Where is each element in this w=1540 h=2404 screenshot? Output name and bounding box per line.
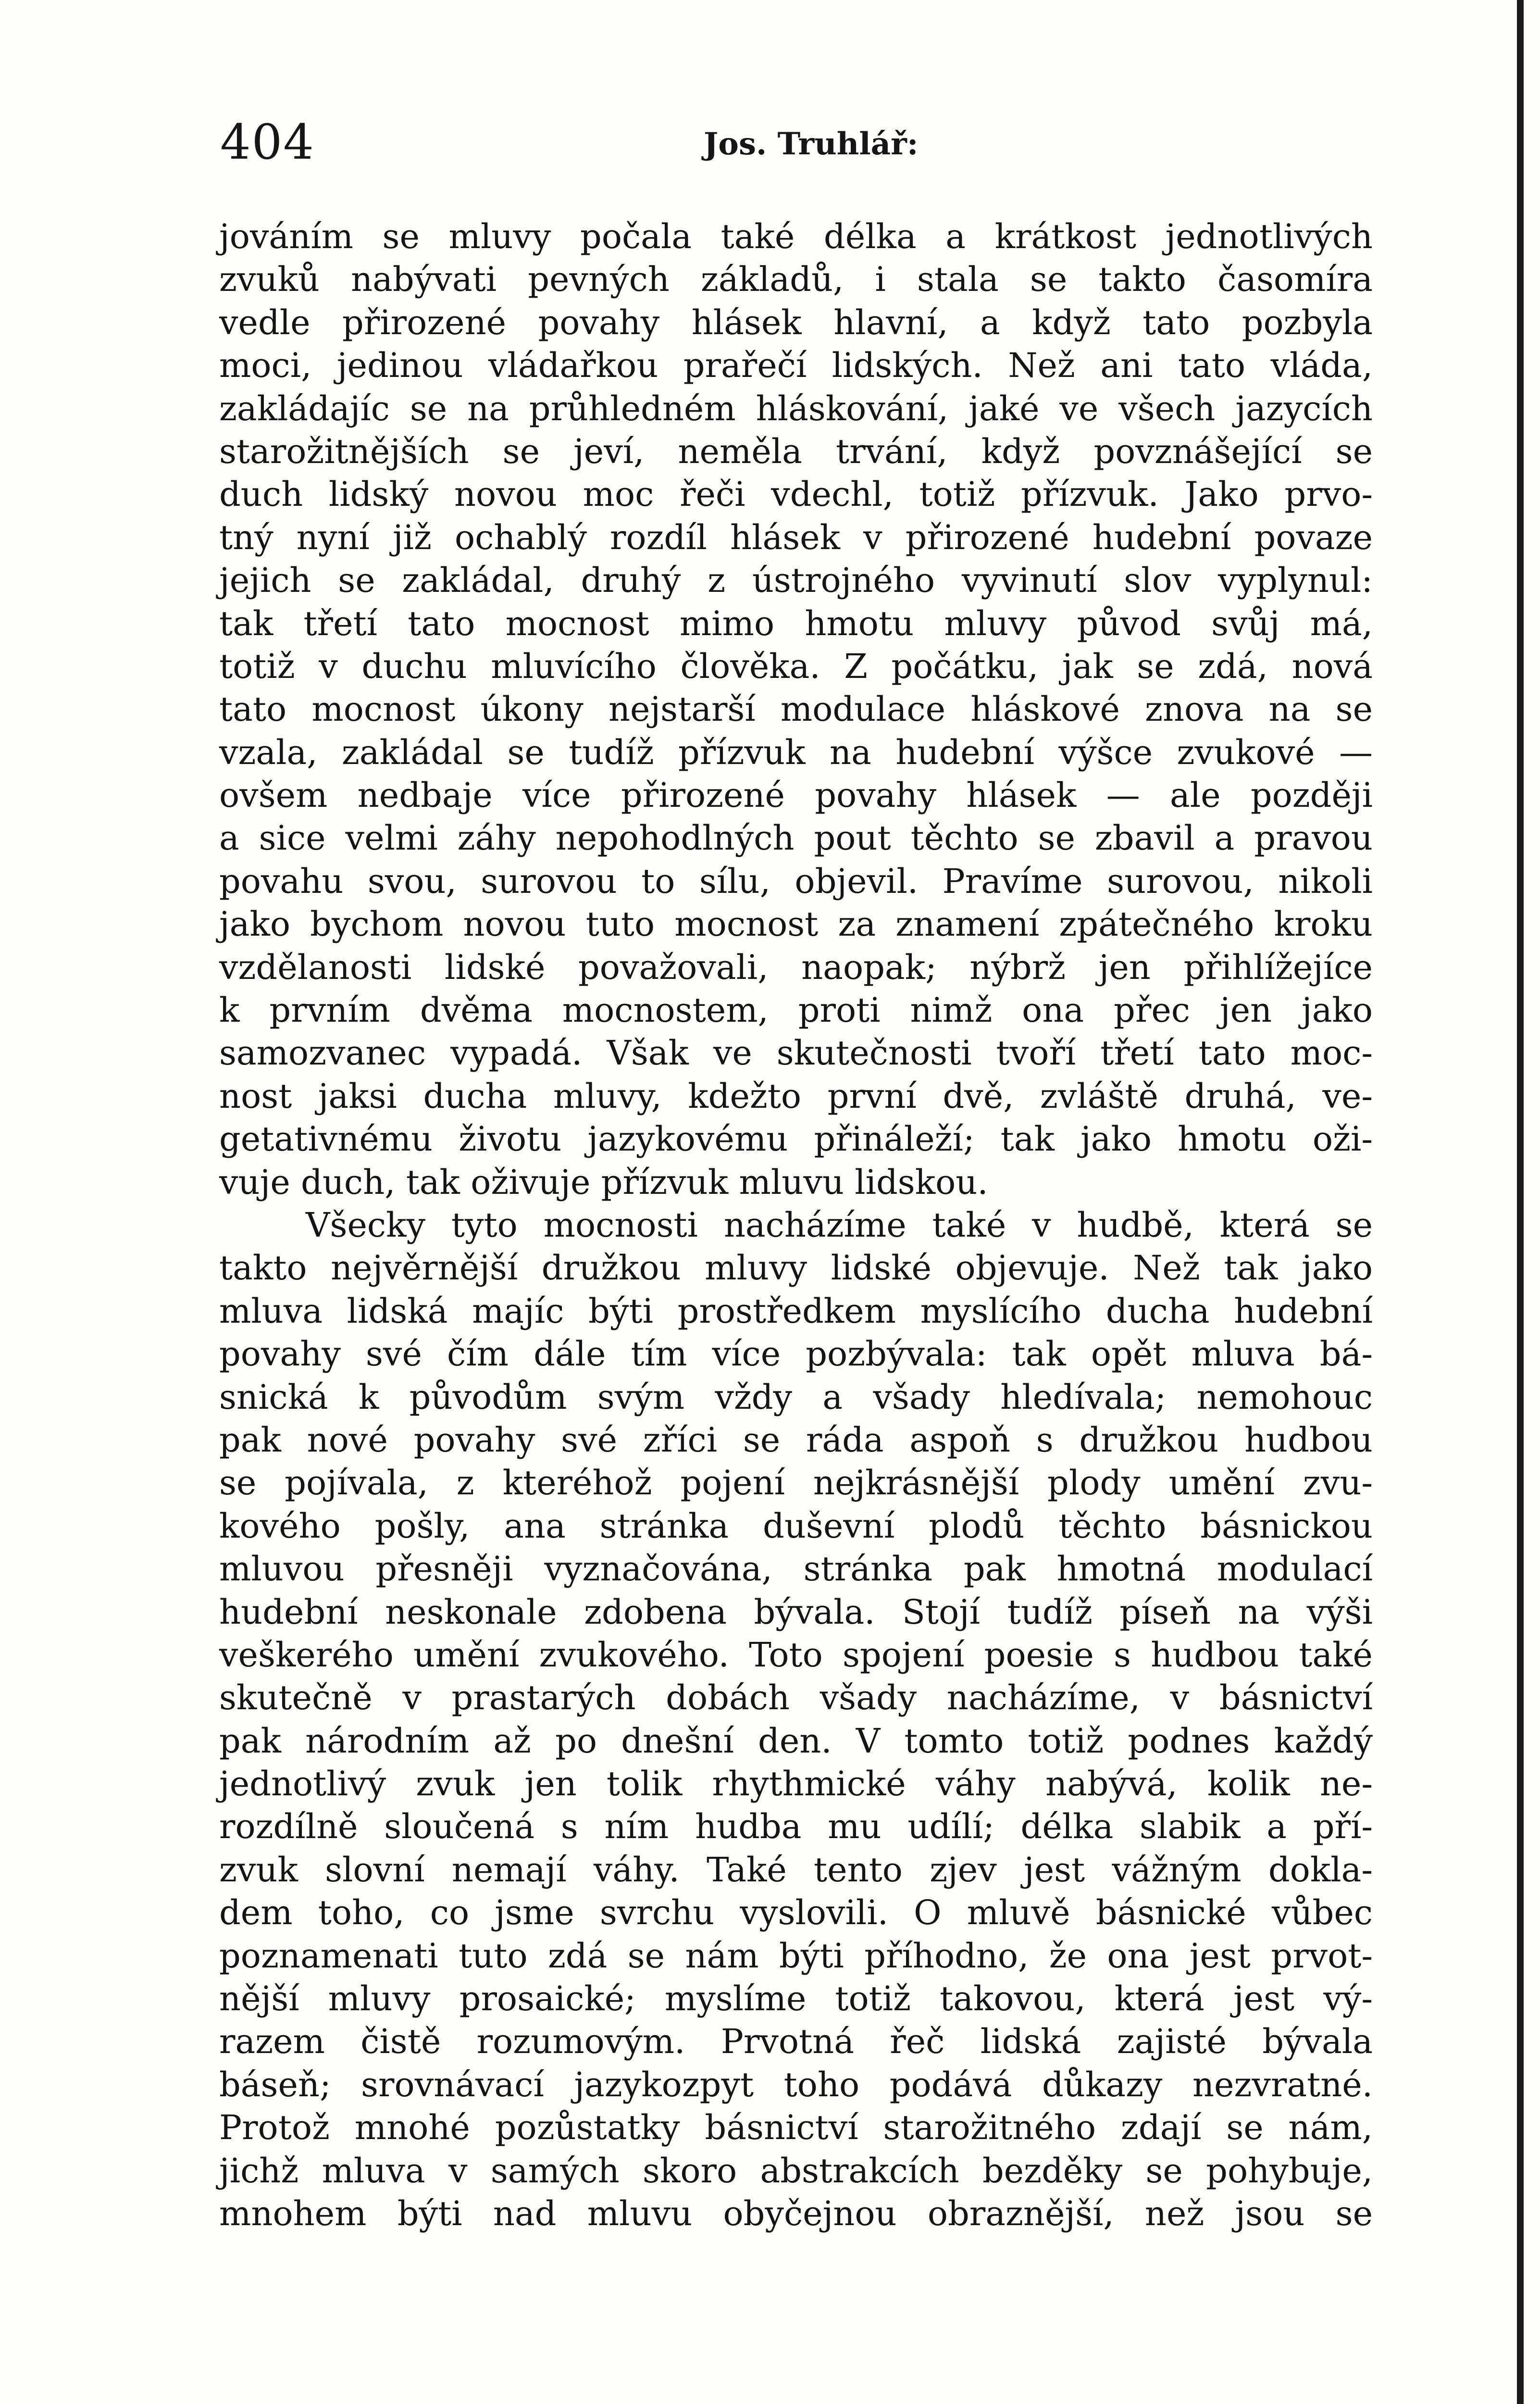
text-line: poznamenati tuto zdá se nám býti příhodno, že ona jest prvot- — [219, 1936, 1373, 1976]
text-line: veškerého umění zvukového. Toto spojení poesie s hudbou také — [219, 1635, 1373, 1675]
text-line: pak národním až po dnešní den. V tomto totiž podnes každý — [219, 1721, 1373, 1761]
text-line: povahy své čím dále tím více pozbývala: tak opět mluva bá- — [219, 1334, 1373, 1374]
text-line: jako bychom novou tuto mocnost za znamení zpátečného kroku — [219, 904, 1373, 944]
text-line: jednotlivý zvuk jen tolik rhythmické váhy nabývá, kolik ne- — [219, 1764, 1373, 1804]
text-line: mnohem býti nad mluvu obyčejnou obraznější, než jsou se — [219, 2193, 1373, 2233]
text-line: jichž mluva v samých skoro abstrakcích bezděky se pohybuje, — [219, 2151, 1373, 2191]
text-line: se pojívala, z kteréhož pojení nejkrásnější plody umění zvu- — [219, 1463, 1373, 1503]
text-line: moci, jedinou vládařkou prařečí lidských. Než ani tato vláda, — [219, 346, 1373, 386]
text-line: skutečně v prastarých dobách všady nacházíme, v básnictví — [219, 1678, 1373, 1718]
text-line: totiž v duchu mluvícího člověka. Z počátku, jak se zdá, nová — [219, 646, 1373, 686]
text-line: duch lidský novou moc řeči vdechl, totiž přízvuk. Jako prvo- — [219, 475, 1373, 514]
text-line: kového pošly, ana stránka duševní plodů těchto básnickou — [219, 1506, 1373, 1546]
text-line: ovšem nedbaje více přirozené povahy hlásek — ale později — [219, 776, 1373, 815]
text-line: samozvanec vypadá. Však ve skutečnosti tvoří třetí tato moc- — [219, 1033, 1373, 1073]
body-text — [219, 215, 1373, 2235]
text-line: báseň; srovnávací jazykozpyt toho podává důkazy nezvratné. — [219, 2065, 1373, 2104]
text-line: takto nejvěrnější družkou mluvy lidské objevuje. Než tak jako — [219, 1248, 1373, 1288]
text-line: rozdílně sloučená s ním hudba mu udílí; délka slabik a pří- — [219, 1807, 1373, 1847]
text-line: jejich se zakládal, druhý z ústrojného vyvinutí slov vyplynul: — [219, 561, 1373, 601]
text-line: mluvou přesněji vyznačována, stránka pak hmotná modulací — [219, 1549, 1373, 1589]
text-line: nost jaksi ducha mluvy, kdežto první dvě, zvláště druhá, ve- — [219, 1076, 1373, 1116]
text-line: vuje duch, tak oživuje přízvuk mluvu lidskou. — [219, 1162, 988, 1202]
text-line: jováním se mluvy počala také délka a krátkost jednotlivých — [219, 217, 1373, 256]
text-line: snická k původům svým vždy a všady hledívala; nemohouc — [219, 1377, 1373, 1417]
text-line: nější mluvy prosaické; myslíme totiž takovou, která jest vý- — [219, 1979, 1373, 2019]
text-line: vzdělanosti lidské považovali, naopak; nýbrž jen přihlížejíce — [219, 947, 1373, 987]
text-line: starožitnějších se jeví, neměla trvání, když povznášející se — [219, 431, 1373, 471]
text-line: tný nyní již ochablý rozdíl hlásek v přirozené hudební povaze — [219, 517, 1373, 557]
text-line: tak třetí tato mocnost mimo hmotu mluvy původ svůj má, — [219, 603, 1373, 643]
text-line: mluva lidská majíc býti prostředkem myslícího ducha hudební — [219, 1291, 1373, 1331]
running-head-author: Jos. Truhlář: — [704, 126, 919, 162]
text-line: vedle přirozené povahy hlásek hlavní, a když tato pozbyla — [219, 302, 1373, 342]
text-line: k prvním dvěma mocnostem, proti nimž ona přec jen jako — [219, 990, 1373, 1030]
scan-edge-line — [1517, 0, 1524, 2404]
text-line: pak nové povahy své zříci se ráda aspoň s družkou hudbou — [219, 1420, 1373, 1460]
text-line: Protož mnohé pozůstatky básnictví starožitného zdají se nám, — [219, 2108, 1373, 2148]
running-head — [220, 113, 1374, 171]
text-line: a sice velmi záhy nepohodlných pout těchto se zbavil a pravou — [219, 818, 1373, 858]
text-line: zvuk slovní nemají váhy. Také tento zjev jest vážným dokla- — [219, 1850, 1373, 1890]
text-line: razem čistě rozumovým. Prvotná řeč lidská zajisté bývala — [219, 2022, 1373, 2062]
text-line: dem toho, co jsme svrchu vyslovili. O mluvě básnické vůbec — [219, 1893, 1373, 1933]
body-lines — [219, 215, 1373, 2235]
text-line: povahu svou, surovou to sílu, objevil. Pravíme surovou, nikoli — [219, 861, 1373, 901]
page-number: 404 — [220, 114, 315, 170]
text-line: tato mocnost úkony nejstarší modulace hláskové znova na se — [219, 689, 1373, 729]
text-line: zakládajíc se na průhledném hláskování, jaké ve všech jazycích — [219, 388, 1373, 428]
text-line: zvuků nabývati pevných základů, i stala se takto časomíra — [219, 260, 1373, 300]
text-line: vzala, zakládal se tudíž přízvuk na hudební výšce zvukové — — [219, 732, 1373, 772]
text-line: hudební neskonale zdobena bývala. Stojí tudíž píseň na výši — [219, 1592, 1373, 1632]
text-line: Všecky tyto mocnosti nacházíme také v hudbě, která se — [306, 1205, 1373, 1245]
text-line: getativnému životu jazykovému přináleží; tak jako hmotu oži- — [219, 1119, 1373, 1159]
